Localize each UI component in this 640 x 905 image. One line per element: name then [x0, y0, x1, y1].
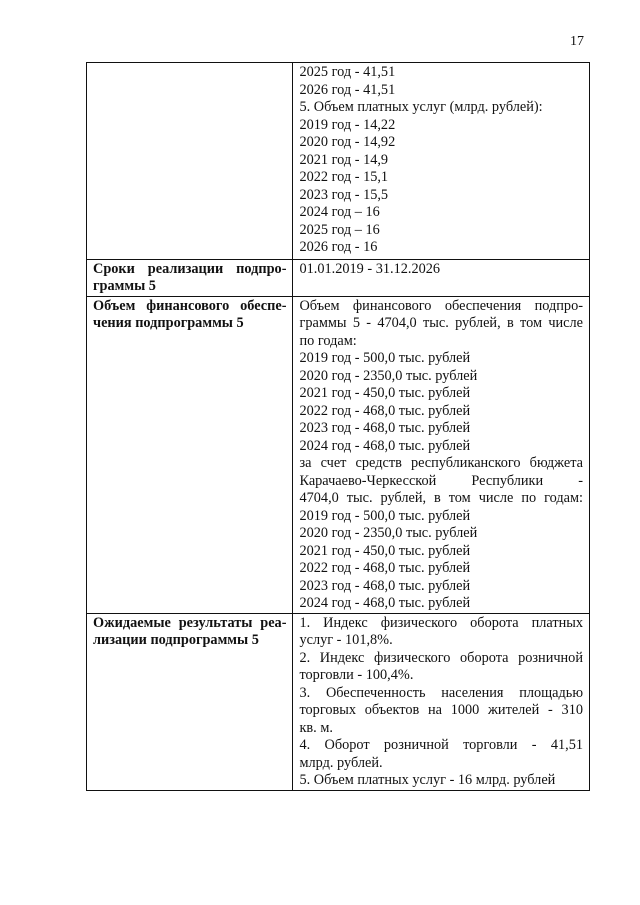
passport-table [86, 62, 590, 791]
text-line: Карачаево-Черкесской Республики - [299, 472, 583, 489]
text-line: торговли - 100,4%. [299, 667, 414, 683]
text-line: 2024 год – 16 [299, 204, 380, 220]
label-line: лизации подпрограммы 5 [93, 632, 259, 648]
label-line: Сроки реализации подпро- [93, 260, 287, 277]
text-line: 2024 год - 468,0 тыс. рублей [299, 595, 471, 611]
row-value-cell [293, 296, 590, 613]
label-line: граммы 5 [93, 278, 156, 294]
text-line: по годам: [299, 332, 357, 349]
label-line: Объем финансового обеспе- [93, 297, 287, 314]
text-line: 2023 год - 468,0 тыс. рублей [299, 420, 471, 436]
text-line: 2026 год - 41,51 [299, 81, 396, 98]
text-line: 2022 год - 15,1 [299, 169, 389, 185]
text-line: услуг - 101,8%. [299, 632, 393, 648]
table-row [87, 296, 590, 613]
row-label-cell [87, 296, 293, 613]
text-line: 2022 год - 468,0 тыс. рублей [299, 402, 471, 419]
label-line: Ожидаемые результаты реа- [93, 614, 287, 631]
text-line: 1. Индекс физического оборота платных [299, 614, 583, 631]
row-value-cell [293, 613, 590, 790]
text-line: кв. м. [299, 719, 333, 736]
text-line: торговых объектов на 1000 жителей - 310 [299, 702, 583, 718]
text-line: 2021 год - 450,0 тыс. рублей [299, 385, 471, 401]
text-line: 2023 год - 468,0 тыс. рублей [299, 577, 471, 594]
text-line: 2019 год - 500,0 тыс. рублей [299, 507, 471, 524]
text-line: 2020 год - 14,92 [299, 134, 396, 150]
text-line: Объем финансового обеспечения подпро- [299, 297, 583, 314]
text-line: 2025 год - 41,51 [299, 64, 396, 80]
row-label-cell [87, 259, 293, 296]
row-label-cell [87, 63, 293, 260]
text-line: 2023 год - 15,5 [299, 186, 389, 203]
text-line: 5. Объем платных услуг (млрд. рублей): [299, 99, 543, 115]
text-line: 2019 год - 14,22 [299, 116, 396, 133]
text-line: 2026 год - 16 [299, 239, 378, 255]
text-line: 4. Оборот розничной торговли - 41,51 [299, 737, 583, 753]
text-line: 2020 год - 2350,0 тыс. рублей [299, 367, 478, 384]
table-row [87, 63, 590, 260]
row-value-cell [293, 63, 590, 260]
text-line: 2022 год - 468,0 тыс. рублей [299, 560, 471, 576]
text-line: 01.01.2019 - 31.12.2026 [299, 260, 441, 277]
page-number: 17 [570, 34, 584, 49]
table-row [87, 259, 590, 296]
text-line: 2025 год – 16 [299, 221, 380, 238]
text-line: 2019 год - 500,0 тыс. рублей [299, 350, 471, 366]
text-line: 2. Индекс физического оборота розничной [299, 649, 583, 666]
table-row [87, 613, 590, 790]
text-line: 3. Обеспеченность населения площадью [299, 684, 583, 701]
text-line: 2020 год - 2350,0 тыс. рублей [299, 525, 478, 541]
text-line: 2021 год - 14,9 [299, 151, 389, 168]
text-line: граммы 5 - 4704,0 тыс. рублей, в том числе [299, 315, 583, 331]
label-line: чения подпрограммы 5 [93, 315, 244, 331]
row-label-cell [87, 613, 293, 790]
text-line: млрд. рублей. [299, 754, 383, 771]
text-line: 2024 год - 468,0 тыс. рублей [299, 437, 471, 454]
text-line: за счет средств республиканского бюджета [299, 455, 583, 471]
text-line: 4704,0 тыс. рублей, в том числе по годам: [299, 490, 583, 506]
text-line: 5. Объем платных услуг - 16 млрд. рублей [299, 772, 556, 788]
row-value-cell [293, 259, 590, 296]
text-line: 2021 год - 450,0 тыс. рублей [299, 542, 471, 559]
